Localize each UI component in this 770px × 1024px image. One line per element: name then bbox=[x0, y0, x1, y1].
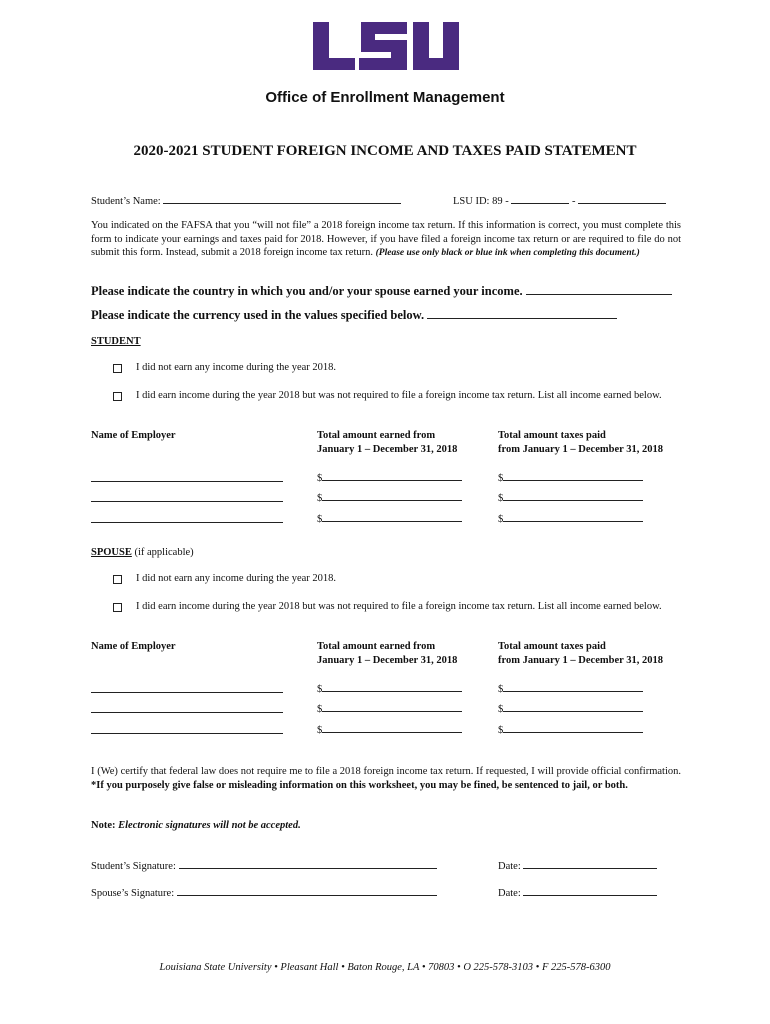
spouse-earned-row-3 bbox=[317, 722, 462, 738]
student-taxes-row-1 bbox=[498, 470, 643, 486]
spouse-earned-field-1[interactable] bbox=[322, 681, 462, 692]
student-col-employer: Name of Employer bbox=[91, 430, 176, 441]
spouse-employer-field-2[interactable] bbox=[91, 712, 283, 713]
student-date-field[interactable] bbox=[523, 858, 657, 869]
lsu-id-label: LSU ID: bbox=[453, 196, 490, 207]
intro-paragraph bbox=[91, 219, 681, 261]
spouse-employer-field-3[interactable] bbox=[91, 733, 283, 734]
student-col-taxes-line1: Total amount taxes paid bbox=[498, 430, 606, 441]
spouse-employer-field-1[interactable] bbox=[91, 692, 283, 693]
student-earned-field-1[interactable] bbox=[322, 470, 462, 481]
student-employer-field-3[interactable] bbox=[91, 522, 283, 523]
dollar-sign: $ bbox=[498, 514, 504, 525]
intro-text: You indicated on the FAFSA that you “will not file” a 2018 foreign income tax return. If this information is correct, you must complete this form to indicate your earnings and taxes paid for 2018. However, if you have filed a foreign income tax return or are required to file do not submit this form. Instead, submit a 2018 foreign income tax return. bbox=[91, 220, 681, 258]
spouse-taxes-row-1 bbox=[498, 681, 643, 697]
lsu-id-field-1[interactable] bbox=[511, 193, 569, 204]
student-earned-row-1 bbox=[317, 470, 462, 486]
country-prompt: Please indicate the country in which you and/or your spouse earned your income bbox=[91, 284, 520, 298]
student-taxes-field-1[interactable] bbox=[503, 470, 643, 481]
student-earned-row-3 bbox=[317, 511, 462, 527]
student-no-income-checkbox[interactable] bbox=[113, 364, 122, 373]
spouse-heading-suffix: (if applicable) bbox=[134, 547, 194, 558]
spouse-earned-field-3[interactable] bbox=[322, 722, 462, 733]
currency-prompt: Please indicate the currency used in the values specified below. bbox=[91, 308, 425, 322]
spouse-no-income-checkbox[interactable] bbox=[113, 575, 122, 584]
spouse-col-employer: Name of Employer bbox=[91, 641, 176, 652]
spouse-signature-row bbox=[91, 885, 437, 901]
student-col-earned-line1: Total amount earned from bbox=[317, 430, 436, 441]
spouse-col-earned-line2: January 1 – December 31, 2018 bbox=[317, 654, 458, 666]
lsu-logo bbox=[311, 20, 461, 72]
spouse-signature-field[interactable] bbox=[177, 885, 437, 896]
spouse-signature-label: Spouse’s Signature: bbox=[91, 888, 175, 899]
student-employer-field-2[interactable] bbox=[91, 501, 283, 502]
student-earned-field-2[interactable] bbox=[322, 490, 462, 501]
certification-warning: *If you purposely give false or misleading information on this worksheet, you may be fined, be sentenced to jail, or both. bbox=[91, 779, 628, 791]
country-row: Please indicate the country in which you and/or your spouse earned your income. bbox=[91, 284, 672, 299]
student-col-taxes bbox=[498, 429, 663, 456]
student-name-label: Student’s Name: bbox=[91, 196, 161, 207]
student-date-label: Date: bbox=[498, 861, 521, 872]
student-heading: STUDENT bbox=[91, 336, 141, 347]
country-field[interactable] bbox=[526, 284, 672, 295]
spouse-earned-row-1 bbox=[317, 681, 462, 697]
spouse-earned-income-checkbox[interactable] bbox=[113, 603, 122, 612]
spouse-taxes-row-3 bbox=[498, 722, 643, 738]
currency-field[interactable] bbox=[427, 308, 617, 319]
student-no-income-label: I did not earn any income during the year 2018. bbox=[136, 362, 337, 373]
spouse-earned-income-label: I did earn income during the year 2018 but was not required to file a foreign income tax return. List all income earned below. bbox=[136, 601, 662, 612]
dollar-sign: $ bbox=[498, 684, 504, 695]
student-earned-field-3[interactable] bbox=[322, 511, 462, 522]
spouse-heading: SPOUSE bbox=[91, 547, 132, 558]
lsu-id-prefix: 89 - bbox=[492, 196, 509, 207]
certification-paragraph bbox=[91, 765, 681, 792]
note-row bbox=[91, 819, 301, 833]
note-label: Note: bbox=[91, 820, 116, 831]
spouse-date-label: Date: bbox=[498, 888, 521, 899]
student-col-earned-line2: January 1 – December 31, 2018 bbox=[317, 443, 458, 455]
student-taxes-row-2 bbox=[498, 490, 643, 506]
spouse-date-row bbox=[498, 885, 657, 901]
dollar-sign: $ bbox=[498, 725, 504, 736]
dollar-sign: $ bbox=[317, 514, 323, 525]
student-taxes-row-3 bbox=[498, 511, 643, 527]
dollar-sign: $ bbox=[317, 704, 323, 715]
document-title: 2020-2021 STUDENT FOREIGN INCOME AND TAXES PAID STATEMENT bbox=[133, 143, 637, 159]
spouse-taxes-row-2 bbox=[498, 701, 643, 717]
lsu-id-row bbox=[453, 193, 666, 209]
student-name-field[interactable] bbox=[163, 193, 401, 204]
dollar-sign: $ bbox=[317, 725, 323, 736]
dollar-sign: $ bbox=[498, 473, 504, 484]
currency-row bbox=[91, 308, 617, 323]
student-earned-income-checkbox[interactable] bbox=[113, 392, 122, 401]
student-col-taxes-line2: from January 1 – December 31, 2018 bbox=[498, 443, 663, 455]
student-employer-field-1[interactable] bbox=[91, 481, 283, 482]
spouse-col-earned bbox=[317, 640, 457, 667]
student-earned-row-2 bbox=[317, 490, 462, 506]
lsu-id-field-2[interactable] bbox=[578, 193, 666, 204]
student-col-earned bbox=[317, 429, 457, 456]
student-taxes-field-2[interactable] bbox=[503, 490, 643, 501]
certification-text: I (We) certify that federal law does not require me to file a 2018 foreign income tax return. If requested, I will provide official confirmation. bbox=[91, 766, 681, 777]
note-text: Electronic signatures will not be accepted. bbox=[118, 820, 301, 831]
spouse-date-field[interactable] bbox=[523, 885, 657, 896]
spouse-heading-row bbox=[91, 546, 194, 560]
student-signature-label: Student’s Signature: bbox=[91, 861, 176, 872]
student-signature-field[interactable] bbox=[179, 858, 437, 869]
spouse-taxes-field-1[interactable] bbox=[503, 681, 643, 692]
spouse-col-taxes-line1: Total amount taxes paid bbox=[498, 641, 606, 652]
office-title: Office of Enrollment Management bbox=[265, 89, 505, 106]
spouse-no-income-label: I did not earn any income during the year 2018. bbox=[136, 573, 337, 584]
intro-ink-note: (Please use only black or blue ink when completing this document.) bbox=[375, 248, 640, 258]
student-earned-income-label: I did earn income during the year 2018 but was not required to file a foreign income tax return. List all income earned below. bbox=[136, 390, 662, 401]
lsu-id-dash: - bbox=[571, 196, 576, 207]
student-name-row bbox=[91, 193, 401, 209]
dollar-sign: $ bbox=[498, 493, 504, 504]
footer-address: Louisiana State University • Pleasant Hall • Baton Rouge, LA • 70803 • O 225-578-3103 • F 225-578-6300 bbox=[159, 962, 611, 973]
spouse-col-earned-line1: Total amount earned from bbox=[317, 641, 436, 652]
student-signature-row bbox=[91, 858, 437, 874]
student-taxes-field-3[interactable] bbox=[503, 511, 643, 522]
dollar-sign: $ bbox=[498, 704, 504, 715]
student-date-row bbox=[498, 858, 657, 874]
spouse-taxes-field-2[interactable] bbox=[503, 701, 643, 712]
dollar-sign: $ bbox=[317, 493, 323, 504]
spouse-col-taxes-line2: from January 1 – December 31, 2018 bbox=[498, 654, 663, 666]
dollar-sign: $ bbox=[317, 473, 323, 484]
spouse-earned-field-2[interactable] bbox=[322, 701, 462, 712]
spouse-col-taxes bbox=[498, 640, 663, 667]
spouse-taxes-field-3[interactable] bbox=[503, 722, 643, 733]
dollar-sign: $ bbox=[317, 684, 323, 695]
spouse-earned-row-2 bbox=[317, 701, 462, 717]
